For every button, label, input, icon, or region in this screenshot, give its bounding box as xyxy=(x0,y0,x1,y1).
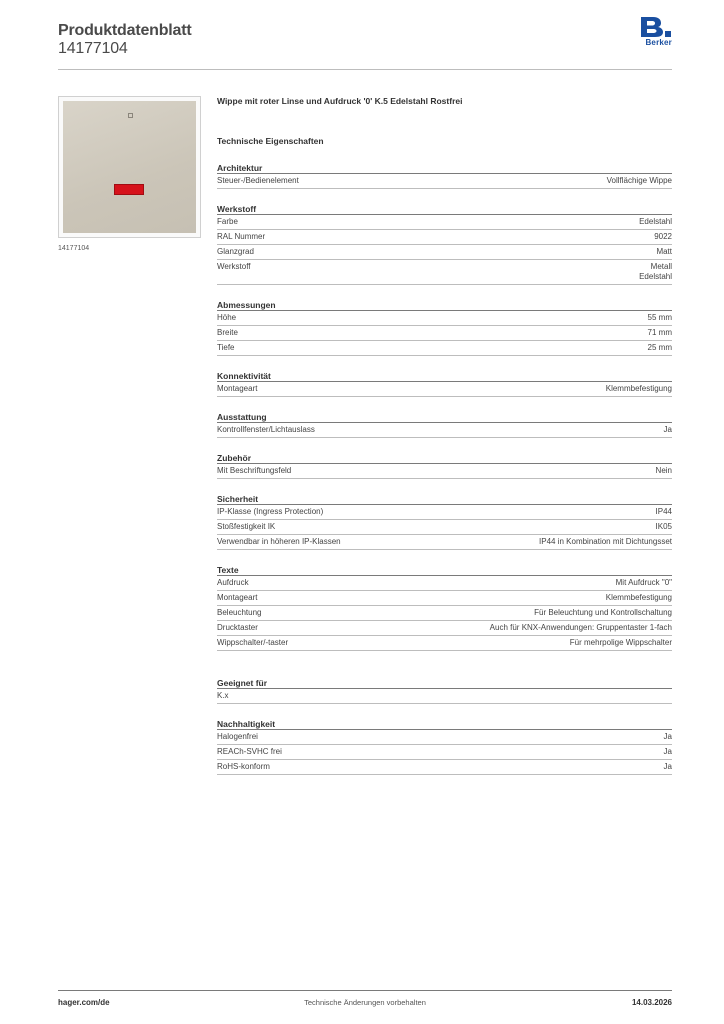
spec-value xyxy=(656,247,672,257)
section-title: Nachhaltigkeit xyxy=(217,718,672,730)
spec-value xyxy=(656,522,672,532)
spec-label: Beleuchtung xyxy=(217,608,262,617)
spec-section xyxy=(217,677,672,704)
spec-section xyxy=(217,718,672,775)
spec-value-line: 71 mm xyxy=(647,328,672,337)
spec-value-line: Für mehrpolige Wippschalter xyxy=(569,638,672,647)
spec-value xyxy=(648,313,672,323)
spec-label: Verwendbar in höheren IP-Klassen xyxy=(217,537,341,546)
section-title: Ausstattung xyxy=(217,411,672,423)
spec-value-line: Vollflächige Wippe xyxy=(606,176,672,185)
spec-value-line: Für Beleuchtung und Kontrollschaltung xyxy=(534,608,672,617)
spec-sections xyxy=(217,162,672,775)
section-title: Texte xyxy=(217,564,672,576)
spec-row xyxy=(217,326,672,341)
spec-value xyxy=(664,732,672,742)
spec-value xyxy=(490,623,672,633)
spec-row xyxy=(217,621,672,636)
spec-value xyxy=(539,537,672,547)
spec-value xyxy=(607,176,672,186)
image-caption: 14177104 xyxy=(58,245,90,252)
spec-label: Höhe xyxy=(217,313,237,322)
spec-label: Montageart xyxy=(217,384,258,393)
spec-section xyxy=(217,203,672,285)
spec-content xyxy=(217,96,672,775)
product-title: Wippe mit roter Linse und Aufdruck '0' K.5 Edelstahl Rostfrei xyxy=(217,96,463,106)
spec-label: REACh-SVHC frei xyxy=(217,747,282,756)
spec-row xyxy=(217,341,672,356)
spec-value xyxy=(570,638,672,648)
spec-label: Halogenfrei xyxy=(217,732,258,741)
spec-row xyxy=(217,215,672,230)
spec-value xyxy=(656,507,672,517)
spec-value xyxy=(606,593,672,603)
berker-logo-icon xyxy=(638,16,672,52)
red-lens xyxy=(114,184,144,195)
spec-label: IP-Klasse (Ingress Protection) xyxy=(217,507,324,516)
section-title: Geeignet für xyxy=(217,677,672,689)
spec-value-line: IK05 xyxy=(655,522,672,531)
spec-value-line: Ja xyxy=(663,732,672,741)
section-title: Zubehör xyxy=(217,452,672,464)
spec-row xyxy=(217,730,672,745)
spec-value xyxy=(639,262,672,282)
footer-website: hager.com/de xyxy=(58,998,110,1007)
spec-value-line: Metall xyxy=(650,262,672,271)
spec-value xyxy=(664,425,672,435)
spec-section xyxy=(217,452,672,479)
spec-section xyxy=(217,564,672,651)
document-number: 14177104 xyxy=(58,40,128,57)
spec-row xyxy=(217,636,672,651)
document-title: Produktdatenblatt xyxy=(58,22,192,39)
footer-date: 14.03.2026 xyxy=(631,998,672,1007)
spec-row xyxy=(217,464,672,479)
spec-value-line: Klemmbefestigung xyxy=(605,384,672,393)
spec-section xyxy=(217,493,672,550)
spec-row xyxy=(217,591,672,606)
logo-text: Berker xyxy=(645,38,672,47)
spec-row xyxy=(217,174,672,189)
spec-value xyxy=(648,343,672,353)
spec-value xyxy=(616,578,672,588)
spec-row xyxy=(217,576,672,591)
spec-label: Aufdruck xyxy=(217,578,249,587)
spec-label: Breite xyxy=(217,328,238,337)
section-title: Abmessungen xyxy=(217,299,672,311)
spec-value xyxy=(664,747,672,757)
spec-value-line: Auch für KNX-Anwendungen: Gruppentaster 1-fach xyxy=(489,623,672,632)
spec-label: Tiefe xyxy=(217,343,235,352)
spec-label: Kontrollfenster/Lichtauslass xyxy=(217,425,315,434)
spec-row xyxy=(217,606,672,621)
section-title: Architektur xyxy=(217,162,672,174)
spec-row xyxy=(217,520,672,535)
page-footer xyxy=(58,990,672,1014)
spec-label: K.x xyxy=(217,691,229,700)
spec-row xyxy=(217,230,672,245)
zero-mark-icon xyxy=(128,113,133,118)
section-title: Konnektivität xyxy=(217,370,672,382)
spec-value xyxy=(639,217,672,227)
spec-row xyxy=(217,311,672,326)
spec-value xyxy=(664,762,672,772)
spec-row xyxy=(217,505,672,520)
page-header xyxy=(58,20,672,70)
spec-value-line: Edelstahl xyxy=(639,272,672,281)
spec-value-line: 25 mm xyxy=(647,343,672,352)
spec-value-line: 9022 xyxy=(654,232,672,241)
spec-value-line: Ja xyxy=(663,747,672,756)
spec-row xyxy=(217,689,672,704)
spec-value-line: 55 mm xyxy=(647,313,672,322)
spec-value xyxy=(648,328,672,338)
spec-value xyxy=(606,384,672,394)
spec-label: Mit Beschriftungsfeld xyxy=(217,466,292,475)
spec-label: Steuer-/Bedienelement xyxy=(217,176,299,185)
section-title: Werkstoff xyxy=(217,203,672,215)
spec-label: RAL Nummer xyxy=(217,232,266,241)
spec-value-line: Nein xyxy=(655,466,672,475)
spec-label: Farbe xyxy=(217,217,238,226)
spec-section xyxy=(217,299,672,356)
section-title: Sicherheit xyxy=(217,493,672,505)
spec-row xyxy=(217,260,672,285)
spec-section xyxy=(217,162,672,189)
spec-value-line: Ja xyxy=(663,762,672,771)
spec-value-line: IP44 xyxy=(655,507,672,516)
spec-value-line: Mit Aufdruck "0" xyxy=(615,578,672,587)
spec-label: Glanzgrad xyxy=(217,247,254,256)
spec-value xyxy=(656,466,672,476)
spec-label: Montageart xyxy=(217,593,258,602)
spec-label: Drucktaster xyxy=(217,623,258,632)
spec-section xyxy=(217,370,672,397)
spec-value-line: Ja xyxy=(663,425,672,434)
spec-label: Stoßfestigkeit IK xyxy=(217,522,276,531)
tech-heading: Technische Eigenschaften xyxy=(217,136,324,146)
spec-value-line: IP44 in Kombination mit Dichtungsset xyxy=(539,537,672,546)
spec-value-line: Edelstahl xyxy=(639,217,672,226)
spec-label: RoHS-konform xyxy=(217,762,270,771)
spec-row xyxy=(217,423,672,438)
spec-row xyxy=(217,382,672,397)
footer-disclaimer: Technische Änderungen vorbehalten xyxy=(304,998,426,1007)
spec-value-line: Klemmbefestigung xyxy=(605,593,672,602)
spec-row xyxy=(217,745,672,760)
spec-label: Wippschalter/-taster xyxy=(217,638,289,647)
spec-row xyxy=(217,245,672,260)
spec-label: Werkstoff xyxy=(217,262,251,271)
spec-value xyxy=(534,608,672,618)
spec-value-line: Matt xyxy=(656,247,672,256)
spec-row xyxy=(217,760,672,775)
spec-row xyxy=(217,535,672,550)
spec-value xyxy=(654,232,672,242)
spec-section xyxy=(217,411,672,438)
rocker-plate xyxy=(63,101,196,233)
